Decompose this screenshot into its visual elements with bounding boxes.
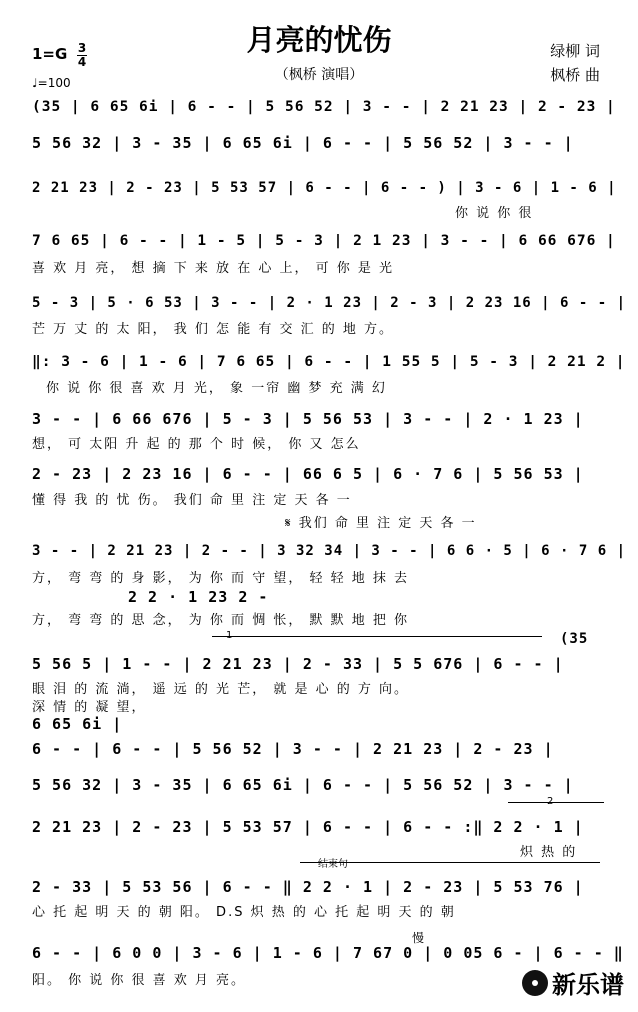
song-title: 月亮的忧伤 [246,23,392,57]
lyric-line: 阳。 你 说 你 很 喜 欢 月 亮。 [32,973,247,988]
notation-line: 2 - 23 | 2 23 16 | 6 - - | 66 6 5 | 6 · 7 6 | 5 56 53 | [32,465,584,483]
site-logo [522,965,624,1000]
lyric-line: 方， 弯 弯 的 思 念， 为 你 而 惆 怅， 默 默 地 把 你 [32,613,409,628]
lyric-line: 𝄋 我们 命 里 注 定 天 各 一 [285,516,477,531]
notation-line: 3 - - | 6 66 676 | 5 - 3 | 5 56 53 | 3 - - | 2 · 1 23 | [32,410,584,428]
coda-line [300,862,600,863]
lyric-line: 深 情 的 凝 望， [32,700,147,715]
notation-line: 6 - - | 6 - - | 5 56 52 | 3 - - | 2 21 23 | 2 - 23 | [32,740,554,758]
second-ending-marker: 2 [547,796,554,807]
lyric-line: 你 说 你 很 [455,206,534,221]
singer: （枫桥 演唱） [274,67,364,83]
first-ending-bracket [212,636,542,637]
time-bottom: 4 [77,55,87,69]
lyric-line: 你 说 你 很 喜 欢 月 光， 象 一帘 幽 梦 充 满 幻 [46,381,387,396]
notation-line: 5 56 32 | 3 - 35 | 6 65 6i | 6 - - | 5 56 52 | 3 - - | [32,134,574,152]
vinyl-disc-icon [522,970,548,996]
notation-line: 6 - - | 6 0 0 | 3 - 6 | 1 - 6 | 7 67 0 | 0 05 6 - | 6 - - ‖ [32,944,624,962]
first-ending-marker: 1 [226,630,233,641]
notation-line: 2 - 33 | 5 53 56 | 6 - - ‖ 2 2 · 1 | 2 - 23 | 5 53 76 | [32,878,584,896]
lyricist: 绿柳 词 [550,42,600,60]
site-logo-text: 新乐谱 [552,971,624,999]
notation-line: 5 56 32 | 3 - 35 | 6 65 6i | 6 - - | 5 56 52 | 3 - - | [32,776,574,794]
notation-line: (35 | 6 65 6i | 6 - - | 5 56 52 | 3 - - | 2 21 23 | 2 - 23 | [32,99,616,115]
notation-line: 5 - 3 | 5 · 6 53 | 3 - - | 2 · 1 23 | 2 - 3 | 2 23 16 | 6 - - | [32,295,627,311]
composer: 枫桥 曲 [550,66,600,84]
time-top: 3 [77,41,87,55]
lyric-line: 喜 欢 月 亮， 想 摘 下 来 放 在 心 上， 可 你 是 光 [32,261,394,276]
notation-line: 2 2 · 1 23 2 - [128,588,269,606]
intro-repeat-marker: (35 [560,631,589,647]
lyric-line: 懂 得 我 的 忧 伤。 我们 命 里 注 定 天 各 一 [32,493,352,508]
lyric-line: 想， 可 太阳 升 起 的 那 个 时 候， 你 又 怎么 [32,437,361,452]
second-ending-bracket [508,802,604,803]
coda-label: 结束句 [318,859,348,870]
notation-line: 5 56 5 | 1 - - | 2 21 23 | 2 - 33 | 5 5 676 | 6 - - | [32,655,564,673]
lyric-line: 心 托 起 明 天 的 朝 阳。 D.S 炽 热 的 心 托 起 明 天 的 朝 [32,905,456,920]
notation-line: ‖: 3 - 6 | 1 - 6 | 7 6 65 | 6 - - | 1 55 5 | 5 - 3 | 2 21 2 | [32,354,626,370]
notation-line: 2 21 23 | 2 - 23 | 5 53 57 | 6 - - | 6 - - ) | 3 - 6 | 1 - 6 | [32,180,617,196]
notation-line: 7 6 65 | 6 - - | 1 - 5 | 5 - 3 | 2 1 23 | 3 - - | 6 66 676 | [32,233,616,249]
tempo: ♩=100 [32,76,71,90]
lyric-line: 炽 热 的 [520,845,578,860]
lyric-line: 方， 弯 弯 的 身 影， 为 你 而 守 望， 轻 轻 地 抹 去 [32,571,409,586]
notation-line: 6 65 6i | [32,715,123,733]
notation-line: 3 - - | 2 21 23 | 2 - - | 3 32 34 | 3 - - | 6 6 · 5 | 6 · 7 6 | [32,543,627,559]
lyric-line: 芒 万 丈 的 太 阳， 我 们 怎 能 有 交 汇 的 地 方。 [32,322,394,337]
tempo-slow-marker: 慢 [412,931,425,945]
key-signature: 1=G [32,45,68,63]
time-signature [77,42,87,69]
notation-line: 2 21 23 | 2 - 23 | 5 53 57 | 6 - - | 6 - - :‖ 2 2 · 1 | [32,818,584,836]
lyric-line: 眼 泪 的 流 淌， 遥 远 的 光 芒， 就 是 心 的 方 向。 [32,682,409,697]
